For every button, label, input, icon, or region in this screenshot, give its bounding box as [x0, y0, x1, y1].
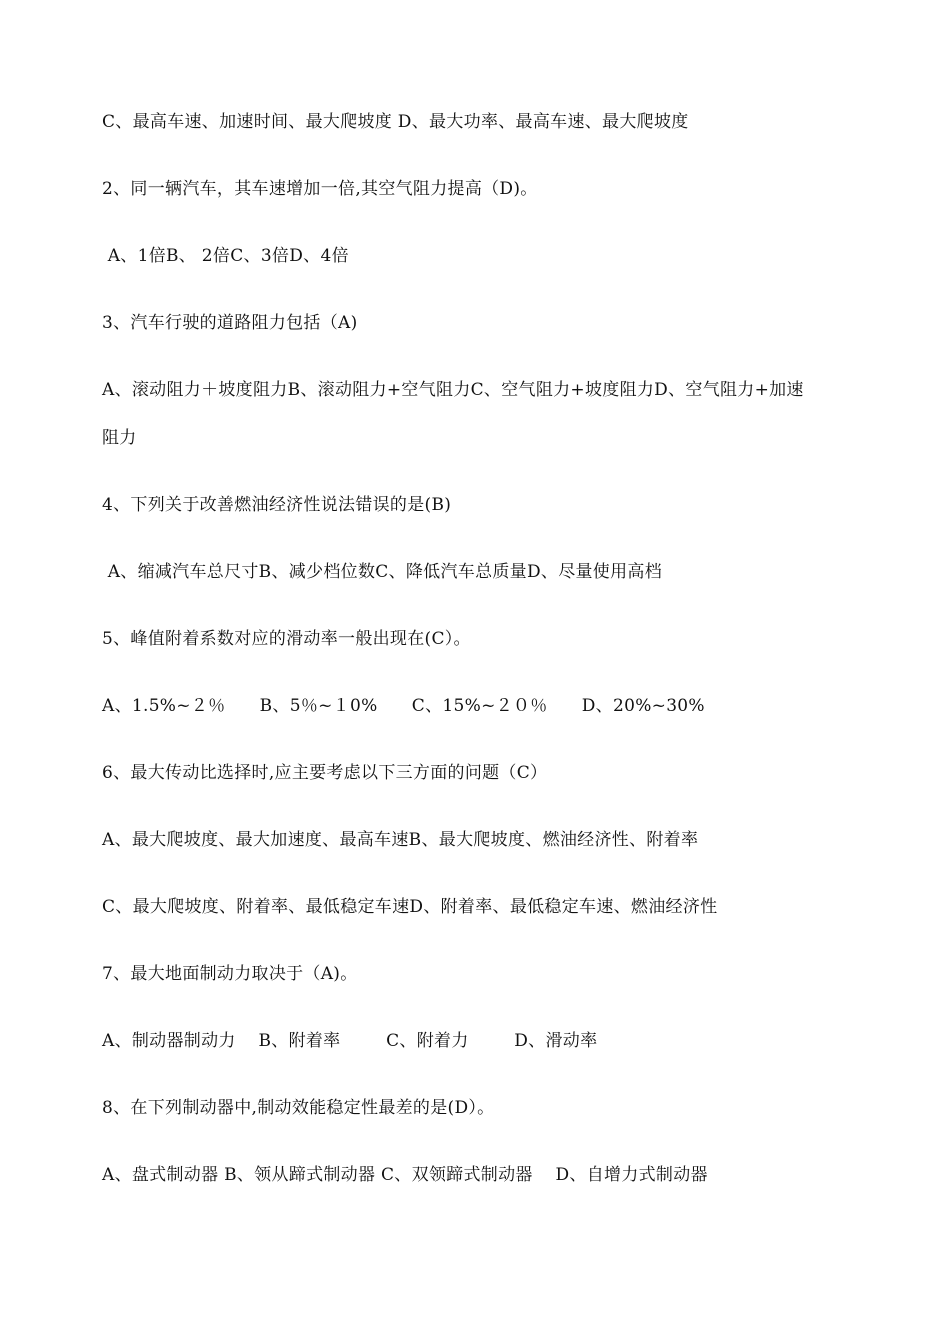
q5-options: A、1.5%~２％ B、5％~１0% C、15%~２０％ D、20%~30%	[102, 696, 705, 716]
q6-question: 6、最大传动比选择时,应主要考虑以下三方面的问题（C）	[102, 763, 548, 783]
q1-options-cd: C、最高车速、加速时间、最大爬坡度 D、最大功率、最高车速、最大爬坡度	[102, 112, 689, 132]
q5-question: 5、峰值附着系数对应的滑动率一般出现在(C）。	[102, 629, 471, 649]
q3-options-line1: A、滚动阻力＋坡度阻力B、滚动阻力+空气阻力C、空气阻力+坡度阻力D、空气阻力+加速	[102, 380, 804, 400]
q8-question: 8、在下列制动器中,制动效能稳定性最差的是(D）。	[102, 1098, 495, 1118]
q4-options: A、缩减汽车总尺寸B、减少档位数C、降低汽车总质量D、尽量使用高档	[102, 562, 663, 582]
q6-options-cd: C、最大爬坡度、附着率、最低稳定车速D、附着率、最低稳定车速、燃油经济性	[102, 897, 718, 917]
q8-options: A、盘式制动器 B、领从蹄式制动器 C、双领蹄式制动器 D、自增力式制动器	[102, 1165, 708, 1185]
q7-question: 7、最大地面制动力取决于（A)。	[102, 964, 358, 984]
q3-options-line2: 阻力	[102, 428, 137, 448]
q3-question: 3、汽车行驶的道路阻力包括（A)	[102, 313, 358, 333]
q6-options-ab: A、最大爬坡度、最大加速度、最高车速B、最大爬坡度、燃油经济性、附着率	[102, 830, 699, 850]
q2-options: A、1倍B、 2倍C、3倍D、4倍	[102, 246, 349, 266]
q7-options: A、制动器制动力 B、附着率 C、附着力 D、滑动率	[102, 1031, 598, 1051]
q2-question: 2、同一辆汽车，其车速增加一倍,其空气阻力提高（D)。	[102, 179, 538, 199]
q4-question: 4、下列关于改善燃油经济性说法错误的是(B)	[102, 495, 452, 515]
